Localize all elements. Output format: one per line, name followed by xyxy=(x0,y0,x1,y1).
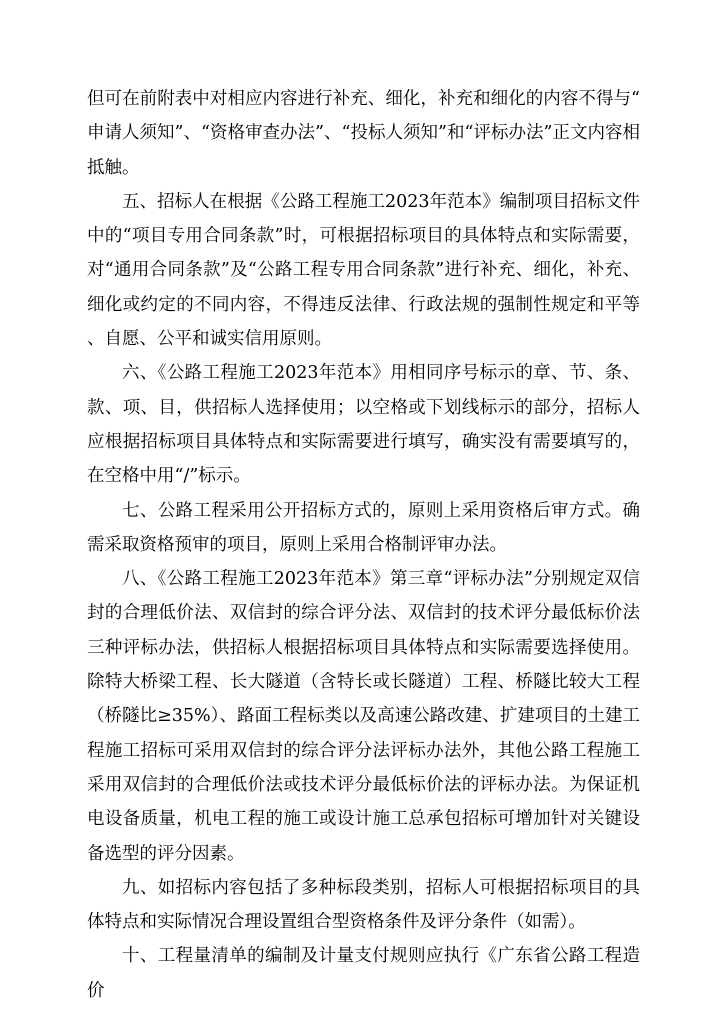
paragraph-item-10: 十、工程量清单的编制及计量支付规则应执行《广东省公路工程造价 xyxy=(87,946,640,1001)
paragraph-continuation: 但可在前附表中对相应内容进行补充、细化，补充和细化的内容不得与“申请人须知”、“资格审查办法”、“投标人须知”和“评标办法”正文内容相抵触。 xyxy=(87,89,640,178)
paragraph-item-6: 六、《公路工程施工2023年范本》用相同序号标示的章、节、条、款、项、目，供招标人选择使用；以空格或下划线标示的部分，招标人应根据招标项目具体特点和实际需要进行填写，确实没有需要填写的，在空格中用“/”标示。 xyxy=(87,363,640,487)
paragraph-item-9: 九、如招标内容包括了多种标段类别，招标人可根据招标项目的具体特点和实际情况合理设置组合型资格条件及评分条件（如需）。 xyxy=(87,877,640,933)
paragraph-item-8: 八、《公路工程施工2023年范本》第三章“评标办法”分别规定双信封的合理低价法、双信封的综合评分法、双信封的技术评分最低标价法三种评标办法，供招标人根据招标项目具体特点和实际需要选择使用。除特大桥梁工程、长大隧道（含特长或长隧道）工程、桥隧比较大工程（桥隧比≥35%）、路面工程标类以及高速公路改建、扩建项目的土建工程施工招标可采用双信封的综合评分法评标办法外，其他公路工程施工采用双信封的合理低价法或技术评分最低标价法的评标办法。为保证机电设备质量，机电工程的施工或设计施工总承包招标可增加针对关键设备选型的评分因素。 xyxy=(87,569,640,864)
document-body xyxy=(87,82,640,1008)
paragraph-item-5: 五、招标人在根据《公路工程施工2023年范本》编制项目招标文件中的“项目专用合同条款”时，可根据招标项目的具体特点和实际需要，对“通用合同条款”及“公路工程专用合同条款”进行补充、细化，补充、细化或约定的不同内容，不得违反法律、行政法规的强制性规定和平等、自愿、公平和诚实信用原则。 xyxy=(87,191,640,350)
paragraph-item-7: 七、公路工程采用公开招标方式的，原则上采用资格后审方式。确需采取资格预审的项目，原则上采用合格制评审办法。 xyxy=(87,500,640,555)
